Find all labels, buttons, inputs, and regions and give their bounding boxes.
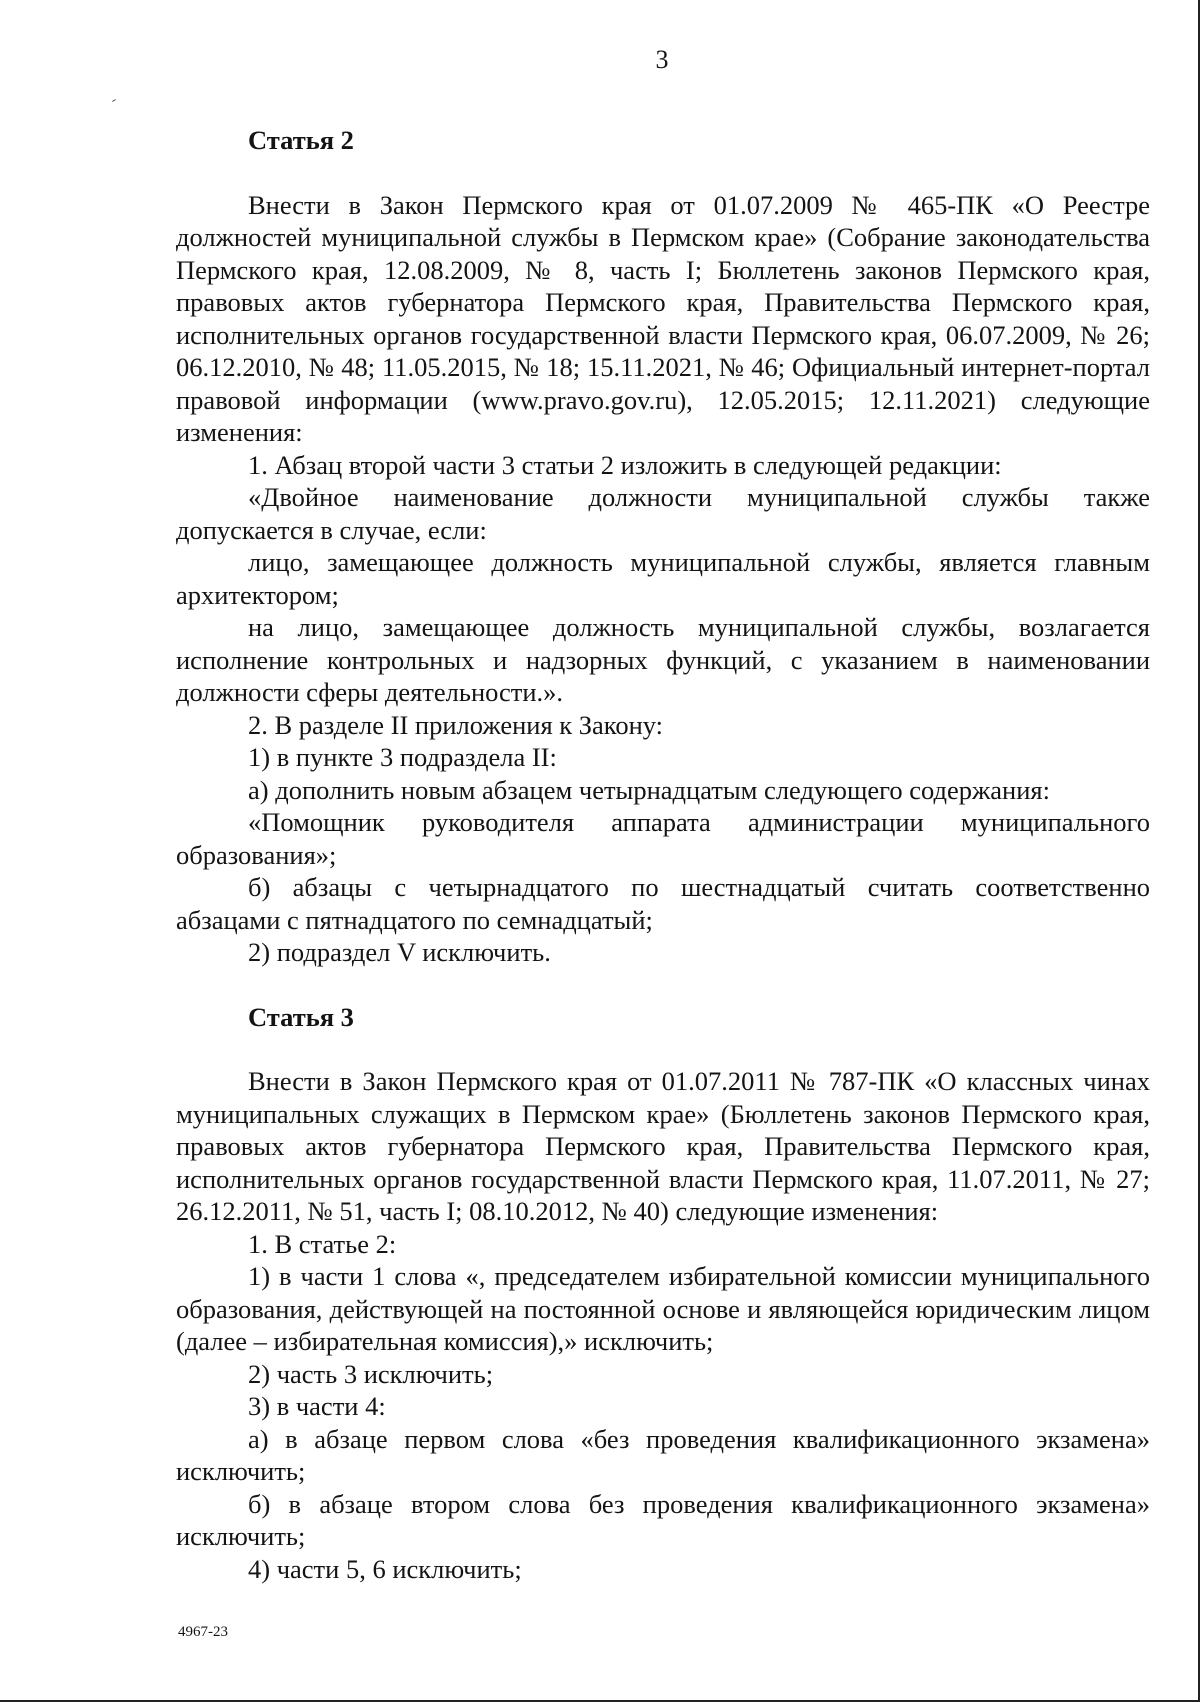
- page-number: 3: [655, 45, 669, 74]
- article-2-paragraph-9: «Помощник руководителя аппарата администрации муниципального образования»;: [176, 807, 1150, 870]
- article-2-paragraph-11: 2) подраздел V исключить.: [248, 937, 551, 967]
- article-2-paragraph-7: 1) в пункте 3 подраздела II:: [248, 742, 557, 772]
- article-3-paragraph-2: 1. В статье 2:: [248, 1228, 397, 1259]
- document-code: 4967-23: [178, 1624, 228, 1640]
- article-2-heading: Статья 2: [248, 125, 354, 155]
- article-2-paragraph-1: Внести в Закон Пермского края от 01.07.2009 № 465-ПК «О Реестре должностей муниципальной службы в Пермском крае» (Собрание законодательства Пермского края, 12.08.2009, № 8, часть I; Бюллетень законов Пермского края, правовых актов губернатора Пермского края, Правительства Пермского края, исполнительных органов государственной власти Пермского края, 06.07.2009, № 26; 06.12.2010, № 48; 11.05.2015, № 18; 15.11.2021, № 46; Официальный интернет-портал правовой информации (www.pravo.gov.ru), 12.05.2015; 12.11.2021) следующие изменения:: [176, 189, 1150, 447]
- article-2-paragraph-2: 1. Абзац второй части 3 статьи 2 изложить в следующей редакции:: [248, 449, 1002, 480]
- article-3-paragraph-6: а) в абзаце первом слова «без проведения квалификационного экзамена» исключить;: [176, 1423, 1150, 1486]
- article-2-paragraph-10: б) абзацы с четырнадцатого по шестнадцатый считать соответственно абзацами с пятнадцатого по семнадцатый;: [176, 872, 1150, 935]
- article-2-paragraph-6: 2. В разделе II приложения к Закону:: [248, 709, 664, 740]
- article-3-paragraph-3: 1) в части 1 слова «, председателем избирательной комиссии муниципального образования, действующей на постоянной основе и являющейся юридическим лицом (далее – избирательная комиссия),» исключить;: [176, 1261, 1150, 1356]
- article-2-paragraph-8: а) дополнить новым абзацем четырнадцатым следующего содержания:: [248, 774, 1050, 805]
- article-3-paragraph-5: 3) в части 4:: [248, 1391, 386, 1421]
- scan-artifact: [112, 99, 116, 102]
- article-2-paragraph-5: на лицо, замещающее должность муниципальной службы, возлагается исполнение контрольных и надзорных функций, с указанием в наименовании должности сферы деятельности.».: [176, 612, 1150, 707]
- article-3-paragraph-8: 4) части 5, 6 исключить;: [248, 1553, 522, 1584]
- article-3-heading: Статья 3: [248, 1001, 354, 1032]
- article-3-paragraph-1: Внести в Закон Пермского края от 01.07.2011 № 787-ПК «О классных чинах муниципальных служащих в Пермском крае» (Бюллетень законов Пермского края, правовых актов губернатора Пермского края, Правительства Пермского края, исполнительных органов государственной власти Пермского края, 11.07.2011, № 27; 26.12.2011, № 51, часть I; 08.10.2012, № 40) следующие изменения:: [176, 1066, 1150, 1226]
- article-2-paragraph-3: «Двойное наименование должности муниципальной службы также допускается в случае, если:: [176, 482, 1150, 545]
- article-3-paragraph-4: 2) часть 3 исключить;: [248, 1358, 494, 1389]
- document-body: [176, 124, 1150, 1585]
- article-2-paragraph-4: лицо, замещающее должность муниципальной службы, является главным архитектором;: [176, 547, 1150, 610]
- article-3-paragraph-7: б) в абзаце втором слова без проведения квалификационного экзамена» исключить;: [176, 1488, 1150, 1551]
